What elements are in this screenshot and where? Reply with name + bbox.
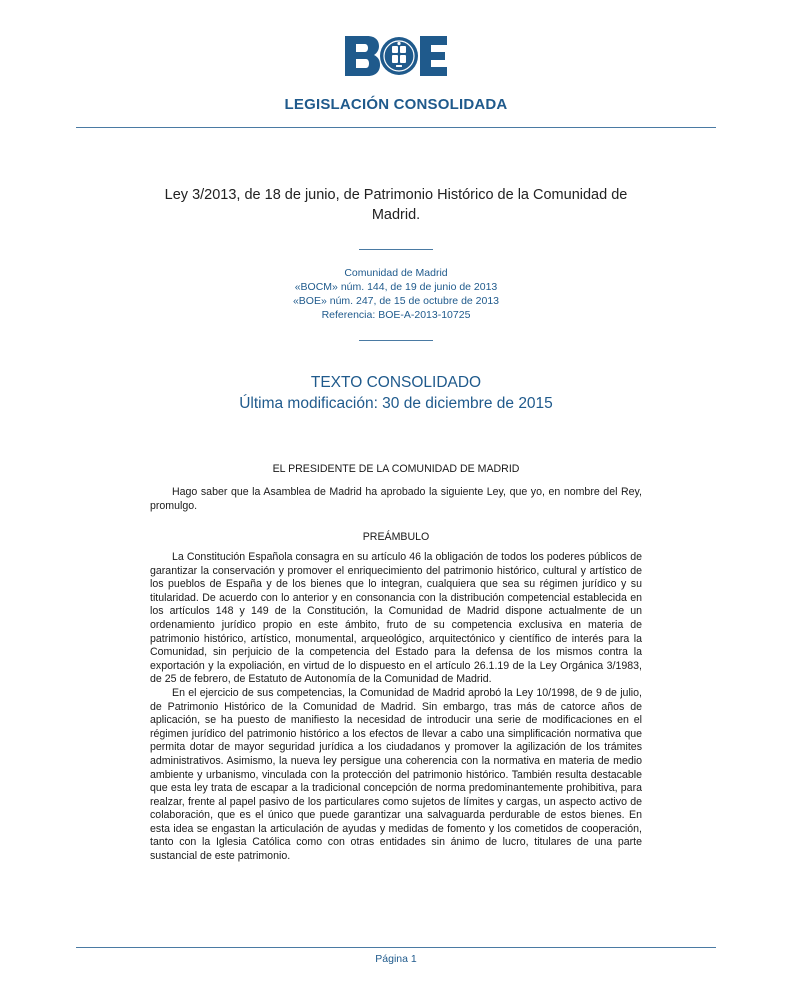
last-modified: Última modificación: 30 de diciembre de 2015 [239,395,553,412]
boe-logo [345,36,447,76]
document-title: Ley 3/2013, de 18 de junio, de Patrimonio Histórico de la Comunidad de Madrid. [164,187,628,223]
intro-paragraph-block [150,486,642,513]
title-divider-top [359,249,433,250]
footer-divider [76,947,716,948]
title-divider-bottom [359,340,433,341]
meta-boe: «BOE» núm. 247, de 15 de octubre de 2013 [292,295,500,307]
document-meta [0,266,792,322]
preamble-paragraph: En el ejercicio de sus competencias, la Comunidad de Madrid aprobó la Ley 10/1998, de 9 de julio, de Patrimonio Histórico de la Comunidad de Madrid. Sin embargo, tras más de catorce años de aplicación, se ha puesto de manifiesto la necesidad de introducir una serie de modificaciones en el régimen jurídico del patrimonio histórico a los efectos de llevar a cabo una simplificación normativa que permita dotar de mayor seguridad jurídica a los ciudadanos y promover la agilización de los trámites administrativos. Asimismo, la nueva ley persigue una coherencia con la normativa en materia de medio ambiente y urbanismo, vinculada con la protección del patrimonio histórico. También resulta destacable que esta ley trata de escapar a la tradicional concepción de norma predominantemente prohibitiva, para realzar, frente al papel pasivo de los particulares como sujetos de límites y cargas, un aspecto activo de colaboración, que es el único que puede garantizar una salvaguarda perdurable de estos bienes. En esta idea se engastan la articulación de ayudas y medidas de fomento y los cometidos de cooperación, tanto con la Iglesia Católica como con otras entidades sin ánimo de lucro, titulares de una parte sustancial de este patrimonio. [150,686,642,863]
header-divider [76,127,716,128]
issuer-heading: EL PRESIDENTE DE LA COMUNIDAD DE MADRID [272,463,520,475]
page-number: Página 1 [375,953,417,965]
consolidated-label: TEXTO CONSOLIDADO [310,374,482,391]
preamble-body [150,551,642,864]
intro-paragraph: Hago saber que la Asamblea de Madrid ha aprobado la siguiente Ley, que yo, en nombre del Rey, promulgo. [150,486,642,512]
meta-bocm: «BOCM» núm. 144, de 19 de junio de 2013 [294,281,498,293]
meta-reference: Referencia: BOE-A-2013-10725 [321,309,471,321]
meta-issuer: Comunidad de Madrid [344,267,448,279]
header-title: LEGISLACIÓN CONSOLIDADA [284,96,508,113]
consolidated-block [0,372,792,414]
preamble-paragraph: La Constitución Española consagra en su artículo 46 la obligación de todos los poderes públicos de garantizar la conservación y promover el enriquecimiento del patrimonio histórico, cultural y artístico de los pueblos de España y de los bienes que lo integran, cualquiera que sea su régimen jurídico y su titularidad. De acuerdo con lo anterior y en consonancia con la distribución competencial establecida en los artículos 148 y 149 de la Constitución, la Comunidad de Madrid dispone actualmente de un ordenamiento jurídico propio en este ámbito, fruto de su competencia exclusiva en materia de patrimonio histórico, artístico, monumental, arqueológico, arquitectónico y científico de interés para la Comunidad, sin perjuicio de la competencia del Estado para la defensa de los mismos contra la exportación y la expoliación, en virtud de lo dispuesto en el artículo 26.1.19 de la Ley Orgánica 3/1983, de 25 de febrero, de Estatuto de Autonomía de la Comunidad de Madrid. [150,551,642,686]
preamble-heading: PREÁMBULO [362,531,430,543]
